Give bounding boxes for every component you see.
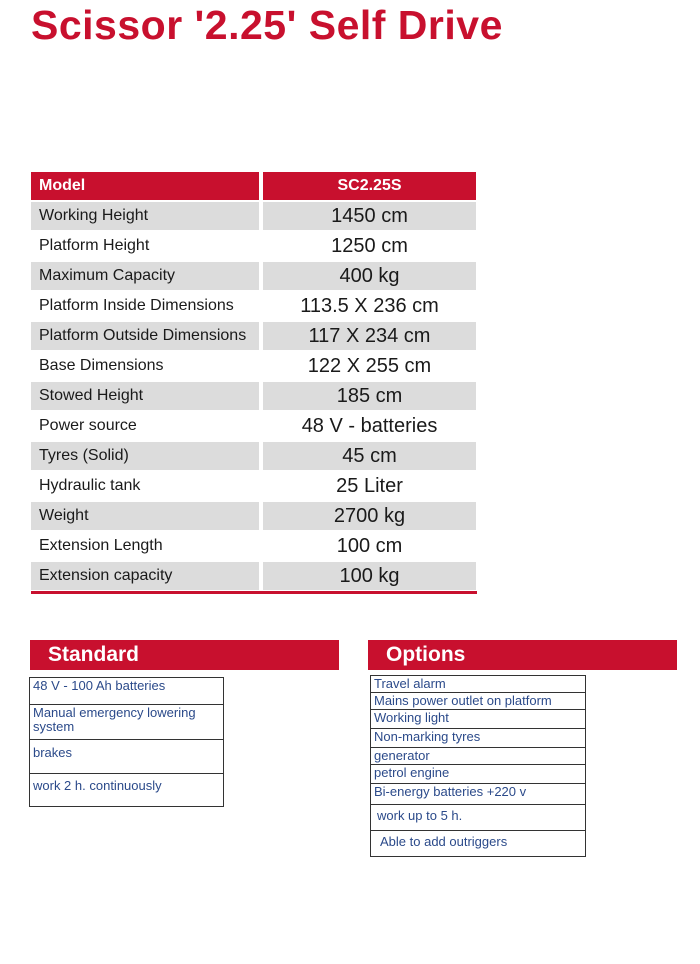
spec-row [31, 202, 477, 230]
spec-label: Power source [39, 417, 137, 434]
spec-header-label: Model [31, 172, 259, 200]
spec-label: Extension capacity [31, 562, 259, 590]
spec-row [31, 382, 477, 410]
spec-label: Hydraulic tank [39, 477, 141, 494]
spec-value: 400 kg [263, 262, 476, 290]
spec-row [31, 352, 477, 380]
standard-item: Manual emergency lowering system [30, 705, 224, 740]
spec-value: 122 X 255 cm [307, 355, 432, 377]
option-item: generator [371, 748, 586, 765]
spec-label: Stowed Height [31, 382, 259, 410]
option-item: Bi-energy batteries +220 v [371, 784, 586, 805]
options-heading: Options [368, 640, 677, 670]
spec-row [31, 262, 477, 290]
spec-label: Platform Inside Dimensions [39, 297, 234, 314]
spec-value: 113.5 X 236 cm [300, 295, 439, 317]
spec-row [31, 292, 477, 320]
option-item: petrol engine [371, 765, 586, 784]
options-list [370, 675, 586, 857]
standard-item: work 2 h. continuously [30, 774, 224, 807]
option-item: Non-marking tyres [371, 729, 586, 748]
spec-label: Maximum Capacity [31, 262, 259, 290]
spec-label: Platform Height [39, 237, 150, 254]
spec-row [31, 442, 477, 470]
page-title: Scissor '2.25' Self Drive [31, 2, 503, 48]
spec-value: 48 V - batteries [301, 415, 438, 437]
spec-label: Weight [31, 502, 259, 530]
spec-row [31, 502, 477, 530]
spec-value: 100 kg [263, 562, 476, 590]
standard-list [29, 677, 224, 807]
spec-value: 45 cm [263, 442, 476, 470]
option-item: Mains power outlet on platform [371, 693, 586, 710]
spec-header-value: SC2.25S [263, 172, 476, 200]
spec-table [31, 172, 477, 594]
spec-row [31, 532, 477, 560]
spec-label: Base Dimensions [39, 357, 164, 374]
option-item: Able to add outriggers [371, 831, 586, 857]
spec-value: 1450 cm [263, 202, 476, 230]
spec-header-row [31, 172, 477, 200]
spec-value: 185 cm [263, 382, 476, 410]
spec-row [31, 322, 477, 350]
spec-value: 1250 cm [331, 235, 408, 257]
spec-label: Tyres (Solid) [31, 442, 259, 470]
spec-row [31, 562, 477, 590]
spec-label: Extension Length [39, 537, 163, 554]
spec-table-bottom-rule [31, 591, 477, 594]
option-item: Travel alarm [371, 676, 586, 693]
spec-value: 2700 kg [263, 502, 476, 530]
option-item: Working light [371, 710, 586, 729]
spec-row [31, 412, 477, 440]
spec-row [31, 472, 477, 500]
standard-heading: Standard [30, 640, 339, 670]
spec-row [31, 232, 477, 260]
spec-value: 25 Liter [336, 475, 403, 497]
option-item: work up to 5 h. [371, 805, 586, 831]
spec-label: Working Height [31, 202, 259, 230]
spec-label: Platform Outside Dimensions [31, 322, 259, 350]
standard-item: 48 V - 100 Ah batteries [30, 678, 224, 705]
spec-value: 100 cm [336, 535, 403, 557]
spec-value: 117 X 234 cm [263, 322, 476, 350]
standard-item: brakes [30, 740, 224, 774]
